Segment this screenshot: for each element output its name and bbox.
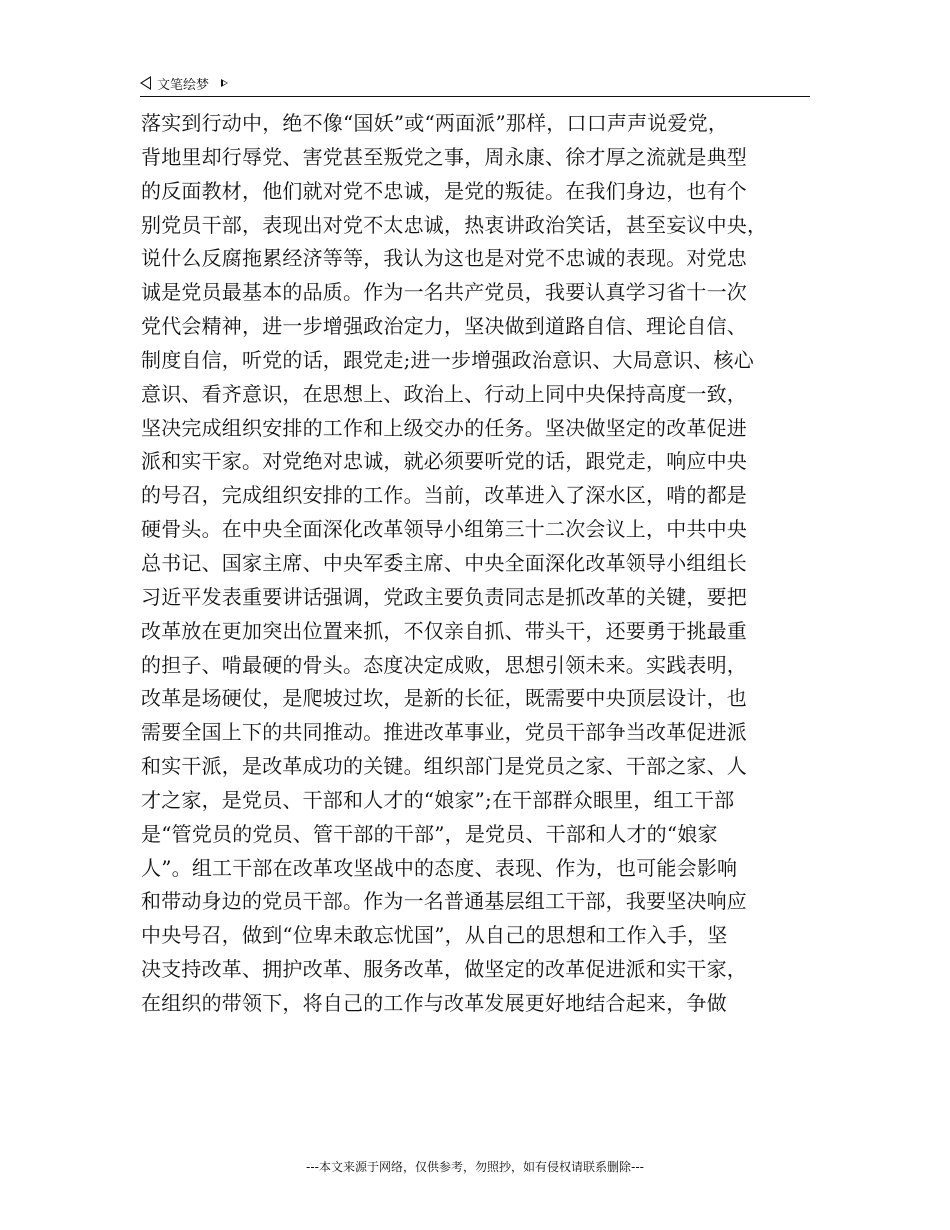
header-brand: 文笔绘梦 <box>157 77 210 93</box>
body-line: 派和实干家。对党绝对忠诚，就必须要听党的话，跟党走，响应中央 <box>141 449 747 474</box>
body-line: 的担子、啃最硬的骨头。态度决定成败，思想引领未来。实践表明， <box>141 652 747 677</box>
triangle-right-icon <box>221 79 228 87</box>
body-line: 硬骨头。在中央全面深化改革领导小组第三十二次会议上，中共中央 <box>141 517 747 542</box>
body-line: 诚是党员最基本的品质。作为一名共产党员，我要认真学习省十一次 <box>141 280 747 305</box>
body-line: 决支持改革、拥护改革、服务改革，做坚定的改革促进派和实干家， <box>141 957 747 982</box>
body-line: 的号召，完成组织安排的工作。当前，改革进入了深水区，啃的都是 <box>141 483 747 508</box>
body-line: 改革是场硬仗，是爬坡过坎，是新的长征，既需要中央顶层设计，也 <box>141 686 747 711</box>
body-text <box>141 107 811 1021</box>
body-line: 别党员干部，表现出对党不太忠诚，热衷讲政治笑话，甚至妄议中央， <box>141 212 768 237</box>
body-line: 坚决完成组织安排的工作和上级交办的任务。坚决做坚定的改革促进 <box>141 415 747 440</box>
body-line: 和实干派，是改革成功的关键。组织部门是党员之家、干部之家、人 <box>141 754 747 779</box>
body-line: 才之家，是党员、干部和人才的“娘家”;在干部群众眼里，组工干部 <box>141 787 735 812</box>
footer-disclaimer: ---本文来源于网络，仅供参考，勿照抄，如有侵权请联系删除--- <box>306 1160 644 1174</box>
body-line: 的反面教材，他们就对党不忠诚，是党的叛徒。在我们身边，也有个 <box>141 178 747 203</box>
body-line: 需要全国上下的共同推动。推进改革事业，党员干部争当改革促进派 <box>141 720 747 745</box>
body-line: 制度自信，听党的话，跟党走;进一步增强政治意识、大局意识、核心 <box>141 347 754 372</box>
body-line: 意识、看齐意识，在思想上、政治上、行动上同中央保持高度一致， <box>141 381 747 406</box>
body-line: 习近平发表重要讲话强调，党政主要负责同志是抓改革的关键，要把 <box>141 584 747 609</box>
body-line: 是“管党员的党员、管干部的干部”，是党员、干部和人才的“娘家 <box>141 821 718 846</box>
body-line: 背地里却行辱党、害党甚至叛党之事，周永康、徐才厚之流就是典型 <box>141 144 747 169</box>
body-line: 和带动身边的党员干部。作为一名普通基层组工干部，我要坚决响应 <box>141 889 747 914</box>
header-divider <box>140 96 810 97</box>
body-line: 中央号召，做到“位卑未敢忘忧国”，从自己的思想和工作入手，坚 <box>141 923 728 948</box>
body-line: 在组织的带领下，将自己的工作与改革发展更好地结合起来，争做 <box>141 990 727 1015</box>
body-line: 落实到行动中，绝不像“国妖”或“两面派”那样，口口声声说爱党， <box>141 111 729 135</box>
body-line: 党代会精神，进一步增强政治定力，坚决做到道路自信、理论自信、 <box>141 314 747 339</box>
body-line: 说什么反腐拖累经济等等，我认为这也是对党不忠诚的表现。对党忠 <box>141 246 747 271</box>
body-line: 总书记、国家主席、中央军委主席、中央全面深化改革领导小组组长 <box>141 550 747 575</box>
triangle-left-icon <box>140 76 151 90</box>
body-line: 人”。组工干部在改革攻坚战中的态度、表现、作为，也可能会影响 <box>141 855 738 880</box>
page-header <box>140 72 810 94</box>
body-line: 改革放在更加突出位置来抓，不仅亲自抓、带头干，还要勇于挑最重 <box>141 618 747 643</box>
